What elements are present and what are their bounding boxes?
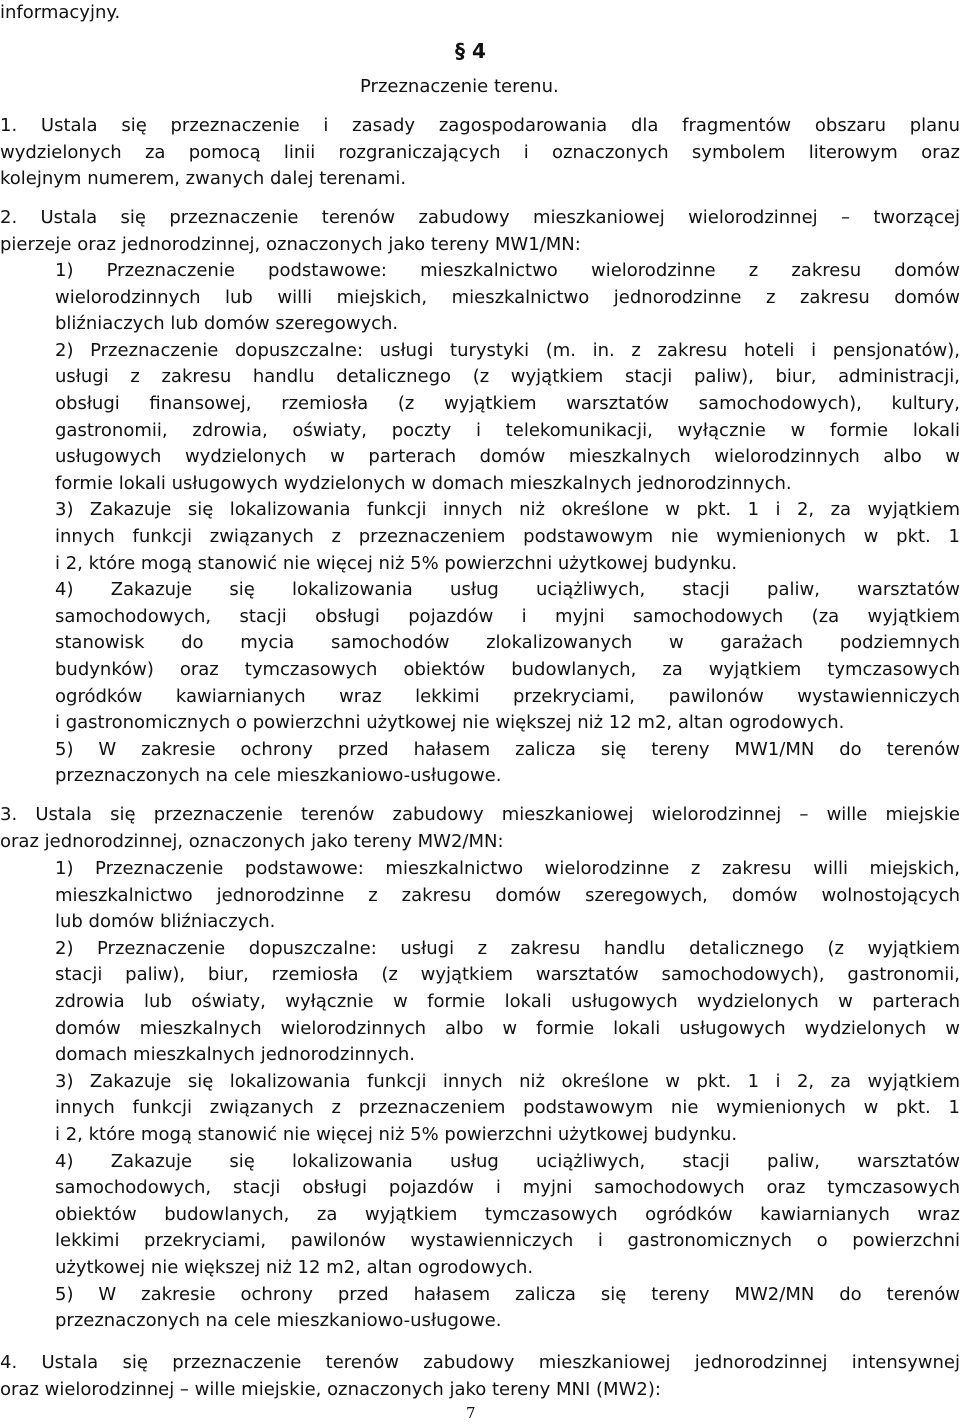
item-line: budynków) oraz tymczasowych obiektów budowlanych, za wyjątkiem tymczasowych [55,658,960,680]
paragraph-3-items [55,856,960,1335]
item-line: domów mieszkalnych wielorodzinnych albo w formie lokali usługowych wydzielonych w [55,1017,960,1039]
item-line: samochodowych, stacji obsługi pojazdów i myjni samochodowych oraz tymczasowych [55,1177,960,1199]
item-line: 4) Zakazuje się lokalizowania usług uciążliwych, stacji paliw, warsztatów [55,1150,960,1172]
item-line: przeznaczonych na cele mieszkaniowo-usługowe. [55,765,502,787]
paragraph-3-intro-line: oraz jednorodzinnej, oznaczonych jako tereny MW2/MN: [0,830,504,852]
paragraph-4-line: oraz wielorodzinnej – wille miejskie, oznaczonych jako tereny MNI (MW2): [0,1378,661,1400]
paragraph-3-intro-line: 3. Ustala się przeznaczenie terenów zabudowy mieszkaniowej wielorodzinnej – wille miejskie [0,804,960,825]
section-number: § 4 [455,39,486,63]
item-line: przeznaczonych na cele mieszkaniowo-usługowe. [55,1310,502,1332]
item-line: innych funkcji związanych z przeznaczeniem podstawowym nie wymienionych w pkt. 1 [55,1097,960,1119]
paragraph-2-intro [0,205,960,258]
header-fragment: informacyjny. [0,2,121,23]
item-line: 1) Przeznaczenie podstawowe: mieszkalnictwo wielorodzinne z zakresu willi miejskich, [55,858,960,879]
item-line: zdrowia lub oświaty, wyłącznie w formie lokali usługowych wydzielonych w parterach [55,990,960,1012]
item-line: ogródków kawiarnianych wraz lekkimi przekryciami, pawilonów wystawienniczych [55,685,960,707]
item-line: użytkowej nie większej niż 12 m2, altan ogrodowych. [55,1256,534,1278]
paragraph-1-line: wydzielonych za pomocą linii rozgraniczających i oznaczonych symbolem literowym oraz [0,141,960,163]
item-line: stanowisk do mycia samochodów zlokalizowanych w garażach podziemnych [55,632,960,654]
item-line: obsługi finansowej, rzemiosła (z wyjątkiem warsztatów samochodowych), kultury, [55,392,960,414]
item-line: usługowych wydzielonych w parterach domów mieszkalnych wielorodzinnych albo w [55,446,960,468]
item-line: 4) Zakazuje się lokalizowania usług uciążliwych, stacji paliw, warsztatów [55,579,960,601]
paragraph-1 [0,113,960,193]
paragraph-1-line: kolejnym numerem, zwanych dalej terenami. [0,168,407,190]
item-line: innych funkcji związanych z przeznaczeniem podstawowym nie wymienionych w pkt. 1 [55,525,960,547]
item-line: i gastronomicznych o powierzchni użytkowej nie większej niż 12 m2, altan ogrodowych. [55,712,845,734]
item-line: lub domów bliźniaczych. [55,911,276,933]
section-title: Przeznaczenie terenu. [360,76,559,97]
item-line: 5) W zakresie ochrony przed hałasem zalicza się tereny MW2/MN do terenów [55,1283,960,1305]
item-line: 1) Przeznaczenie podstawowe: mieszkalnictwo wielorodzinne z zakresu domów [55,260,960,281]
paragraph-4 [0,1350,960,1403]
item-line: i 2, które mogą stanowić nie więcej niż 5% powierzchni użytkowej budynku. [55,1123,738,1145]
paragraph-2-items [55,258,960,790]
item-line: 3) Zakazuje się lokalizowania funkcji innych niż określone w pkt. 1 i 2, za wyjątkiem [55,1070,960,1092]
item-line: mieszkalnictwo jednorodzinne z zakresu domów szeregowych, domów wolnostojących [55,884,960,906]
item-line: samochodowych, stacji obsługi pojazdów i myjni samochodowych (za wyjątkiem [55,605,960,627]
page-number: 7 [466,1404,476,1422]
item-line: gastronomii, zdrowia, oświaty, poczty i telekomunikacji, wyłącznie w formie lokali [55,419,960,441]
paragraph-2-intro-line: 2. Ustala się przeznaczenie terenów zabudowy mieszkaniowej wielorodzinnej – tworzącej [0,207,960,228]
item-line: domach mieszkalnych jednorodzinnych. [55,1044,415,1066]
paragraph-2-intro-line: pierzeje oraz jednorodzinnej, oznaczonych jako tereny MW1/MN: [0,233,581,255]
item-line: 3) Zakazuje się lokalizowania funkcji innych niż określone w pkt. 1 i 2, za wyjątkiem [55,499,960,521]
paragraph-4-line: 4. Ustala się przeznaczenie terenów zabudowy mieszkaniowej jednorodzinnej intensywnej [0,1352,960,1373]
item-line: bliźniaczych lub domów szeregowych. [55,313,399,335]
item-line: 2) Przeznaczenie dopuszczalne: usługi turystyki (m. in. z zakresu hoteli i pensjonatów), [55,339,960,361]
item-line: lekkimi przekryciami, pawilonów wystawienniczych i gastronomicznych o powierzchni [55,1230,960,1252]
item-line: usługi z zakresu handlu detalicznego (z wyjątkiem stacji paliw), biur, administracji, [55,366,960,388]
paragraph-3-intro [0,802,960,855]
item-line: obiektów budowlanych, za wyjątkiem tymczasowych ogródków kawiarnianych wraz [55,1203,960,1225]
item-line: stacji paliw), biur, rzemiosła (z wyjątkiem warsztatów samochodowych), gastronomii, [55,964,960,986]
item-line: 2) Przeznaczenie dopuszczalne: usługi z zakresu handlu detalicznego (z wyjątkiem [55,937,960,959]
item-line: 5) W zakresie ochrony przed hałasem zalicza się tereny MW1/MN do terenów [55,738,960,760]
paragraph-1-line: 1. Ustala się przeznaczenie i zasady zagospodarowania dla fragmentów obszaru planu [0,115,960,136]
item-line: formie lokali usługowych wydzielonych w domach mieszkalnych jednorodzinnych. [55,472,792,494]
item-line: wielorodzinnych lub willi miejskich, mieszkalnictwo jednorodzinne z zakresu domów [55,286,960,308]
item-line: i 2, które mogą stanowić nie więcej niż 5% powierzchni użytkowej budynku. [55,552,738,574]
